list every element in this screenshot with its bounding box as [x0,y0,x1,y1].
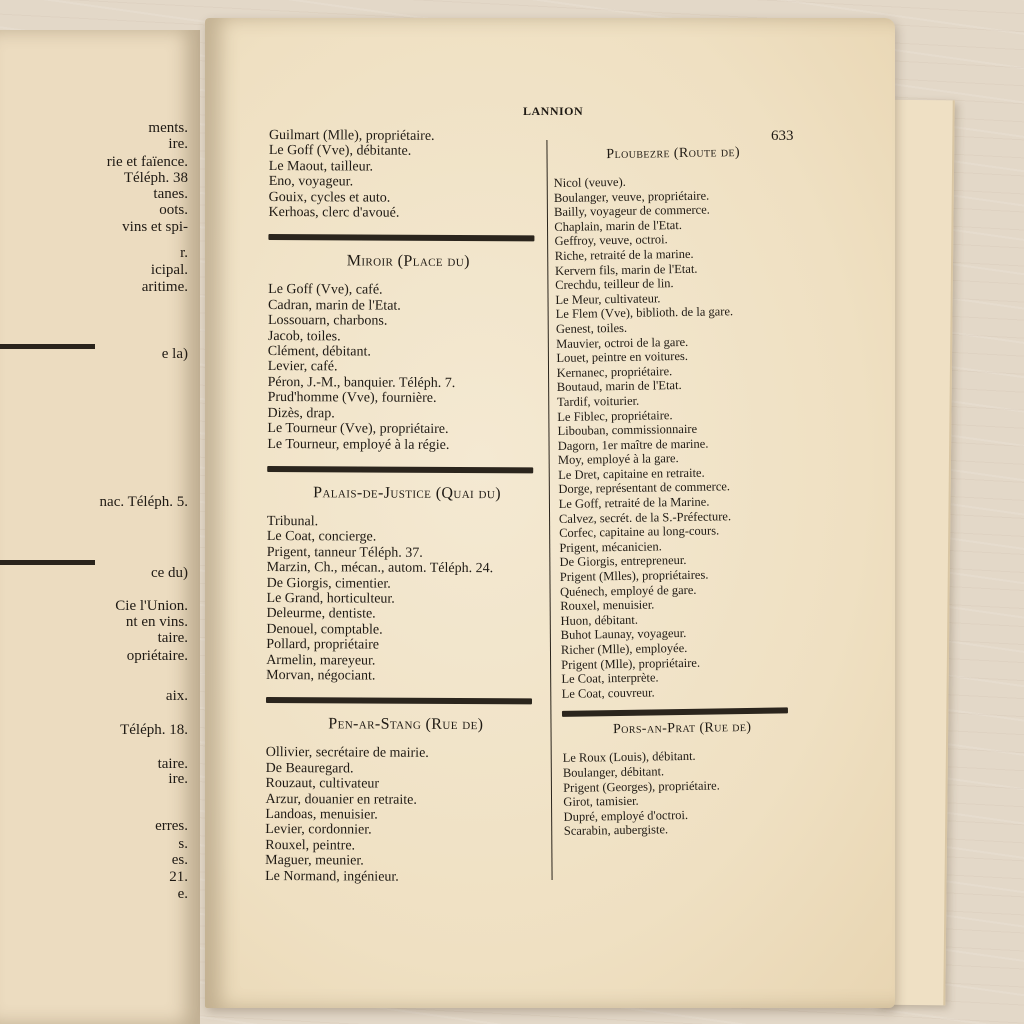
left-page-line: e. [177,886,188,902]
left-page-line: icipal. [150,262,188,278]
directory-entry: Huon, débitant. [560,612,639,628]
directory-entry: Dizès, drap. [267,405,335,422]
directory-entry: Le Meur, cultivateur. [555,291,661,307]
intro-entries [269,128,549,222]
directory-entry: Le Tourneur (Vve), propriétaire. [267,421,449,438]
directory-entry: Le Flem (Vve), biblioth. de la gare. [555,304,734,322]
directory-entry: Dorge, représentant de commerce. [558,479,731,497]
directory-entry: Marzin, Ch., mécan., autom. Téléph. 24. [266,560,494,577]
directory-entry: Chaplain, marin de l'Etat. [554,217,683,234]
directory-entry: Péron, J.-M., banquier. Téléph. 7. [267,374,456,391]
directory-entry: Prigent (Georges), propriétaire. [563,778,720,795]
directory-entry: Crechdu, teilleur de lin. [555,276,674,293]
directory-entry: Richer (Mlle), employée. [560,640,688,657]
directory-entry: Ollivier, secrétaire de mairie. [265,745,429,762]
directory-entry: De Giorgis, cimentier. [266,575,391,592]
directory-entry: Quénech, employé de gare. [559,582,697,599]
directory-entry: Boulanger, veuve, propriétaire. [553,188,710,205]
directory-entry: De Giorgis, entrepreneur. [559,553,687,570]
directory-entry: Scarabin, aubergiste. [563,822,669,839]
section-rule [562,708,788,718]
directory-entry: Geffroy, veuve, octroi. [554,232,668,249]
directory-entry: Kervern fils, marin de l'Etat. [554,261,698,278]
directory-entry: Gouix, cycles et auto. [268,189,391,206]
directory-entry: Le Goff, retraité de la Marine. [558,494,710,512]
left-page-line: rie et faïence. [106,154,188,170]
column-divider [546,140,552,880]
directory-entry: Morvan, négociant. [266,667,376,684]
left-page-rule [0,560,95,565]
directory-entry: Prigent, mécanicien. [559,539,662,555]
left-page-line: 21. [169,869,188,885]
street-section [265,697,546,885]
directory-entry: Guilmart (Mlle), propriétaire. [268,128,435,144]
right-page [205,18,895,1008]
page-number: 633 [771,128,794,144]
directory-entry: Louet, peintre en voitures. [556,349,689,366]
directory-entry: Prud'homme (Vve), fournière. [267,390,437,407]
left-page-rule [0,344,95,349]
directory-entry: Cadran, marin de l'Etat. [268,297,401,314]
directory-entry: Le Normand, ingénieur. [265,868,399,885]
directory-entry: Riche, retraité de la marine. [554,246,694,263]
directory-entry: Le Coat, concierge. [266,529,377,545]
street-heading: Pors-an-Prat (Rue de) [612,720,752,738]
directory-entry: Levier, café. [267,359,338,375]
street-heading: Palais-de-Justice (Quai du) [313,484,502,503]
directory-entry: Prigent (Mlles), propriétaires. [559,567,709,584]
street-heading: Miroir (Place du) [346,252,470,271]
directory-entry: Le Goff (Vve), café. [268,282,383,299]
left-page-line: erres. [155,818,188,834]
directory-entry: Rouxel, peintre. [265,837,356,854]
directory-entry: Le Tourneur, employé à la régie. [267,436,450,453]
left-page-line: Téléph. 18. [120,722,188,738]
directory-entry: Armelin, mareyeur. [266,652,376,669]
left-page-line: Téléph. 38 [123,170,188,186]
right-column-streets [553,144,804,839]
left-page-line: ire. [168,771,188,787]
street-section [266,466,547,685]
directory-entry: Kerhoas, clerc d'avoué. [268,205,400,221]
left-page-line: aix. [165,688,188,704]
directory-entry: Le Roux (Louis), débitant. [562,749,696,766]
directory-entry: Corfec, capitaine au long-cours. [559,523,720,541]
street-section [562,708,804,839]
directory-entry: Genest, toiles. [555,320,628,336]
directory-entry: Dupré, employé d'octroi. [563,807,689,824]
left-page-line: Cie l'Union. [115,598,188,614]
left-page-line: aritime. [141,279,188,295]
directory-entry: Moy, employé à la gare. [557,451,679,468]
directory-entry: Calvez, secrét. de la S.-Préfecture. [558,508,732,526]
directory-entry: Boutaud, marin de l'Etat. [556,378,682,395]
street-heading: Ploubezre (Route de) [606,145,741,163]
left-page-line: ire. [168,136,188,152]
running-head: LANNION [523,104,584,118]
directory-entry: Clément, débitant. [267,344,371,360]
left-column [265,128,549,885]
left-page-line: tanes. [153,186,188,202]
left-page-line: es. [171,852,188,868]
directory-entry: Landoas, menuisier. [265,806,378,823]
directory-entry: Le Goff (Vve), débitante. [268,143,412,160]
directory-entry: Le Coat, couvreur. [561,685,655,701]
directory-entry: Deleurme, dentiste. [266,606,376,622]
left-page [0,30,200,1024]
directory-entry: Boulanger, débitant. [562,764,665,780]
directory-entry: Prigent (Mlle), propriétaire. [561,655,701,672]
left-page-line: nac. Téléph. 5. [99,494,188,510]
left-page-line: oots. [159,202,188,218]
directory-entry: Le Maout, tailleur. [268,158,374,175]
left-page-line: ce du) [150,565,188,581]
directory-entry: Dagorn, 1er maître de marine. [557,436,709,453]
left-column-streets [265,234,548,885]
directory-entry: Mauvier, octroi de la gare. [556,334,689,351]
directory-entry: Arzur, douanier en retraite. [265,791,417,808]
directory-entry: De Beauregard. [265,760,354,777]
directory-entry: Tribunal. [266,513,319,530]
section-rule [266,697,532,704]
left-page-line: taire. [157,756,188,772]
directory-entry: Libouban, commissionnaire [557,421,698,439]
directory-entry: Le Grand, horticulteur. [266,590,395,607]
street-heading: Pen-ar-Stang (Rue de) [328,715,484,734]
directory-entry: Rouxel, menuisier. [560,597,655,614]
directory-entry: Rouzaut, cultivateur [265,776,380,792]
street-section [553,144,802,701]
directory-entry: Le Dret, capitaine en retraite. [558,465,705,482]
left-page-line: opriétaire. [126,648,188,664]
directory-entry: Le Fiblec, propriétaire. [557,407,673,424]
directory-entry: Kernanec, propriétaire. [556,363,673,380]
directory-entry: Girot, tamisier. [563,793,639,810]
left-page-line: r. [180,245,188,261]
section-rule [268,234,534,241]
directory-entry: Denouel, comptable. [266,621,383,638]
street-section [267,234,548,453]
left-page-line: s. [178,836,188,852]
directory-entry: Jacob, toiles. [267,328,341,345]
directory-entry: Nicol (veuve). [553,174,626,190]
directory-entry: Eno, voyageur. [268,174,354,190]
directory-entry: Lossouarn, charbons. [267,313,388,329]
directory-entry: Buhot Launay, voyageur. [560,626,687,643]
left-page-line: nt en vins. [125,614,188,630]
directory-entry: Tardif, voiturier. [556,393,640,409]
right-column [553,138,804,839]
left-page-line: taire. [157,630,188,646]
directory-entry: Pollard, propriétaire [266,637,380,653]
directory-entry: Prigent, tanneur Téléph. 37. [266,544,423,561]
directory-entry: Levier, cordonnier. [265,822,372,838]
directory-entry: Le Coat, interprète. [561,670,659,687]
left-page-line: ments. [148,120,188,136]
left-page-line: vins et spi- [122,219,188,235]
directory-entry: Maguer, meunier. [265,853,364,869]
directory-entry: Bailly, voyageur de commerce. [553,202,710,220]
section-rule [267,466,533,473]
left-page-line: e la) [161,346,188,362]
